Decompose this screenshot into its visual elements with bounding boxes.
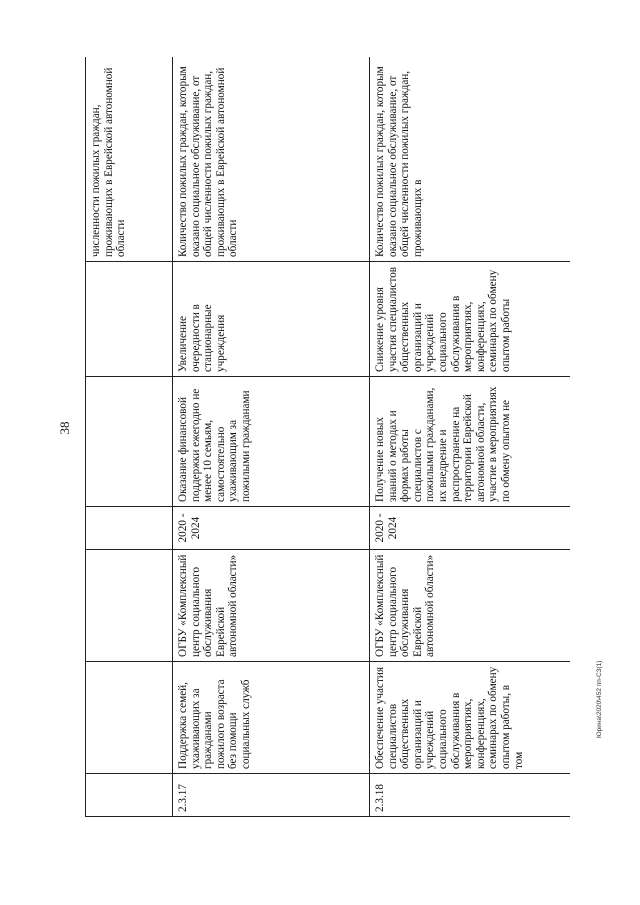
cell-executor: ОГБУ «Комплексный центр социального обслуживания Еврейской автономной области»: [370, 550, 571, 662]
cell-measure: Обеспечение участия специалистов общественных организаций и учреждений социального обслуживания в мероприятиях, конференциях, семинарах по обмену опытом работы, в том: [370, 662, 571, 774]
cell-period: [86, 507, 173, 550]
page-number: 38: [57, 421, 72, 435]
cell-consequence: Увеличение очередности в стационарные учреждения: [173, 262, 370, 377]
cell-result: [86, 377, 173, 507]
cell-measure: Поддержка семей, ухаживающих за гражданами пожилого возраста без помощи социальных служб: [173, 662, 370, 774]
table-row: [173, 57, 370, 817]
document-footer: Юрина\2020\452 пп-СЗ(1): [596, 660, 603, 738]
cell-number: 2.3.18: [370, 774, 571, 817]
cell-period: 2020 - 2024: [370, 507, 571, 550]
cell-number: [86, 774, 173, 817]
table-row: [86, 57, 173, 817]
cell-indicator: Количество пожилых граждан, которым оказано социальное обслуживание, от общей численности пожилых граждан, проживающих в: [370, 57, 571, 262]
table-row: [370, 57, 571, 817]
cell-executor: [86, 550, 173, 662]
cell-indicator: Количество пожилых граждан, которым оказано социальное обслуживание, от общей численности пожилых граждан, проживающих в Еврейской автономной области: [173, 57, 370, 262]
cell-period: 2020 - 2024: [173, 507, 370, 550]
rotated-page-area: [85, 57, 570, 817]
cell-indicator: численности пожилых граждан, проживающих в Еврейской автономной области: [86, 57, 173, 262]
landscape-table-container: [85, 57, 570, 817]
cell-measure: [86, 662, 173, 774]
cell-consequence: [86, 262, 173, 377]
cell-executor: ОГБУ «Комплексный центр социального обслуживания Еврейской автономной области»: [173, 550, 370, 662]
cell-result: Оказание финансовой поддержки ежегодно не менее 10 семьям, самостоятельно ухаживающим за пожилыми гражданами: [173, 377, 370, 507]
cell-number: 2.3.17: [173, 774, 370, 817]
measures-table: [85, 57, 570, 817]
cell-consequence: Снижение уровня участия специалистов общественных организаций и учреждений социального обслуживания в мероприятиях, конференциях, семинарах по обмену опытом работы: [370, 262, 571, 377]
cell-result: Получение новых знаний о методах и формах работы специалистов с пожилыми гражданами, их внедрение и распространение на территории Еврейской автономной области, участие в мероприятиях по обмену опытом не: [370, 377, 571, 507]
